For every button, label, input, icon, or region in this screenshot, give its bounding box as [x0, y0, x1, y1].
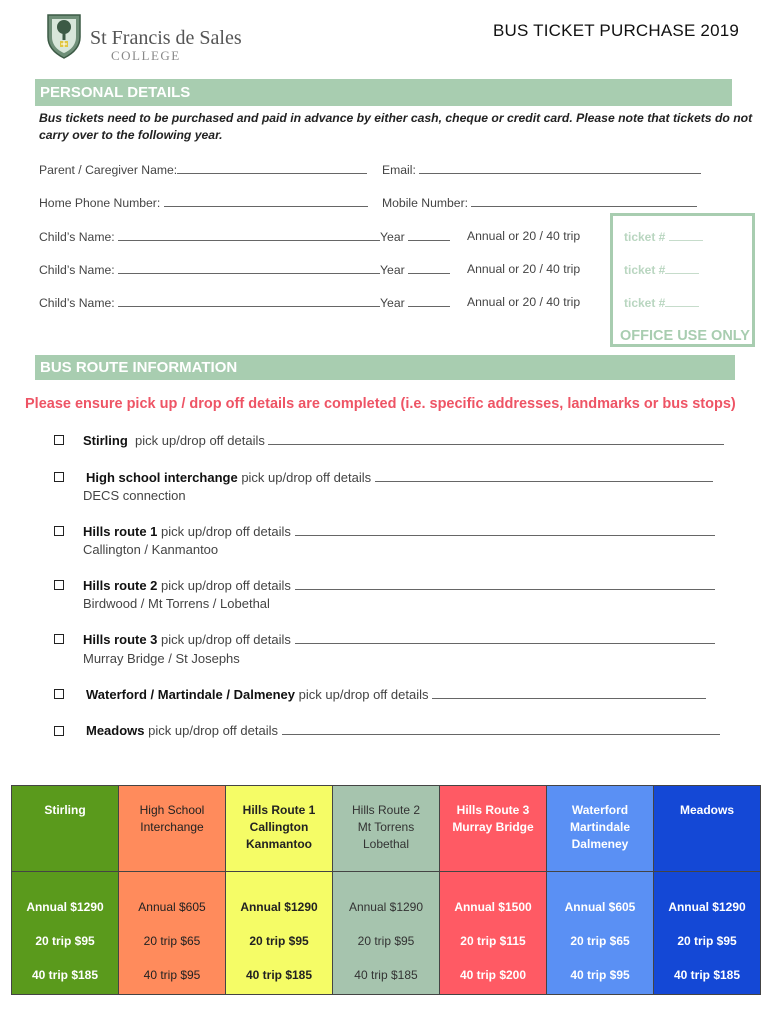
route-sub-hills-2: Birdwood / Mt Torrens / Lobethal — [83, 596, 270, 611]
fare-table-header-row — [12, 786, 761, 872]
intro-text: Bus tickets need to be purchased and paid in advance by either cash, cheque or credit card. Please note that tickets do not carry over to the following year. — [39, 111, 753, 142]
route-sub-high-school: DECS connection — [83, 488, 186, 503]
fare-header-meadows: Meadows — [654, 786, 761, 872]
ticket-number: ticket # — [624, 262, 699, 277]
year-label: Year — [380, 230, 405, 244]
details-field-high-school[interactable] — [375, 470, 713, 482]
fare-prices-waterford: Annual $605 20 trip $65 40 trip $95 — [547, 872, 654, 995]
personal-details-heading: PERSONAL DETAILS — [35, 79, 732, 106]
fare-header-high-school: High School Interchange — [119, 786, 226, 872]
route-option-meadows: Meadows pick up/drop off details — [86, 723, 720, 738]
checkbox-hills-route-3[interactable] — [54, 634, 64, 644]
ticket-number-field[interactable] — [669, 229, 703, 241]
fare-table — [11, 785, 761, 995]
trip-type-label: Annual or 20 / 40 trip — [467, 229, 581, 243]
fare-table-price-row — [12, 872, 761, 995]
school-name: St Francis de Sales — [90, 27, 242, 49]
home-phone-label: Home Phone Number: — [39, 196, 161, 210]
fare-header-hills-1: Hills Route 1 Callington Kanmantoo — [226, 786, 333, 872]
fare-prices-high-school: Annual $605 20 trip $65 40 trip $95 — [119, 872, 226, 995]
year-field[interactable] — [408, 229, 450, 241]
college-crest-logo — [46, 13, 82, 59]
fare-prices-meadows: Annual $1290 20 trip $95 40 trip $185 — [654, 872, 761, 995]
email-field[interactable] — [419, 162, 701, 174]
ticket-number: ticket # — [624, 229, 703, 244]
mobile-label: Mobile Number: — [382, 196, 469, 210]
checkbox-hills-route-1[interactable] — [54, 526, 64, 536]
route-option-hills-2: Hills route 2 pick up/drop off details — [83, 578, 715, 593]
trip-type-label: Annual or 20 / 40 trip — [467, 295, 581, 309]
fare-header-hills-2: Hills Route 2 Mt Torrens Lobethal — [333, 786, 440, 872]
details-field-hills-2[interactable] — [295, 578, 715, 590]
fare-prices-stirling: Annual $1290 20 trip $95 40 trip $185 — [12, 872, 119, 995]
child-row — [39, 229, 450, 244]
document-title: BUS TICKET PURCHASE 2019 — [493, 21, 740, 40]
year-field[interactable] — [408, 262, 450, 274]
checkbox-stirling[interactable] — [54, 435, 64, 445]
route-option-high-school: High school interchange pick up/drop off details — [86, 470, 713, 485]
fare-header-waterford: Waterford Martindale Dalmeney — [547, 786, 654, 872]
child-name-label: Child’s Name: — [39, 296, 115, 310]
child-row — [39, 295, 450, 310]
mobile-row — [382, 195, 697, 210]
fare-header-hills-3: Hills Route 3 Murray Bridge — [440, 786, 547, 872]
route-option-waterford: Waterford / Martindale / Dalmeney pick up/drop off details — [86, 687, 706, 702]
year-label: Year — [380, 296, 405, 310]
details-field-meadows[interactable] — [282, 723, 720, 735]
email-label: Email: — [382, 163, 416, 177]
parent-name-field[interactable] — [177, 162, 367, 174]
school-sub: COLLEGE — [111, 48, 181, 63]
checkbox-hills-route-2[interactable] — [54, 580, 64, 590]
route-option-stirling: Stirling pick up/drop off details — [83, 433, 724, 448]
trip-type-label: Annual or 20 / 40 trip — [467, 262, 581, 276]
details-field-hills-1[interactable] — [295, 524, 715, 536]
child-name-label: Child’s Name: — [39, 230, 115, 244]
details-field-waterford[interactable] — [432, 687, 706, 699]
child-name-field[interactable] — [118, 262, 380, 274]
details-field-stirling[interactable] — [268, 433, 724, 445]
checkbox-meadows[interactable] — [54, 726, 64, 736]
email-row — [382, 162, 701, 177]
route-option-hills-1: Hills route 1 pick up/drop off details — [83, 524, 715, 539]
child-name-field[interactable] — [118, 229, 380, 241]
fare-prices-hills-1: Annual $1290 20 trip $95 40 trip $185 — [226, 872, 333, 995]
pickup-warning: Please ensure pick up / drop off details are completed (i.e. specific addresses, landmarks or bus stops) — [25, 396, 736, 412]
fare-prices-hills-3: Annual $1500 20 trip $115 40 trip $200 — [440, 872, 547, 995]
details-field-hills-3[interactable] — [295, 632, 715, 644]
year-field[interactable] — [408, 295, 450, 307]
office-use-label: OFFICE USE ONLY — [620, 328, 750, 344]
child-name-field[interactable] — [118, 295, 380, 307]
ticket-number-field[interactable] — [665, 295, 699, 307]
route-option-hills-3: Hills route 3 pick up/drop off details — [83, 632, 715, 647]
child-row — [39, 262, 450, 277]
ticket-number: ticket # — [624, 295, 699, 310]
fare-header-stirling: Stirling — [12, 786, 119, 872]
mobile-field[interactable] — [471, 195, 697, 207]
ticket-number-field[interactable] — [665, 262, 699, 274]
year-label: Year — [380, 263, 405, 277]
fare-prices-hills-2: Annual $1290 20 trip $95 40 trip $185 — [333, 872, 440, 995]
home-phone-row — [39, 195, 368, 210]
parent-name-row — [39, 162, 367, 177]
route-sub-hills-3: Murray Bridge / St Josephs — [83, 651, 240, 666]
bus-route-heading: BUS ROUTE INFORMATION — [35, 355, 735, 380]
child-name-label: Child’s Name: — [39, 263, 115, 277]
checkbox-waterford[interactable] — [54, 689, 64, 699]
checkbox-high-school-interchange[interactable] — [54, 472, 64, 482]
parent-name-label: Parent / Caregiver Name: — [39, 163, 178, 177]
route-sub-hills-1: Callington / Kanmantoo — [83, 542, 219, 557]
home-phone-field[interactable] — [164, 195, 368, 207]
